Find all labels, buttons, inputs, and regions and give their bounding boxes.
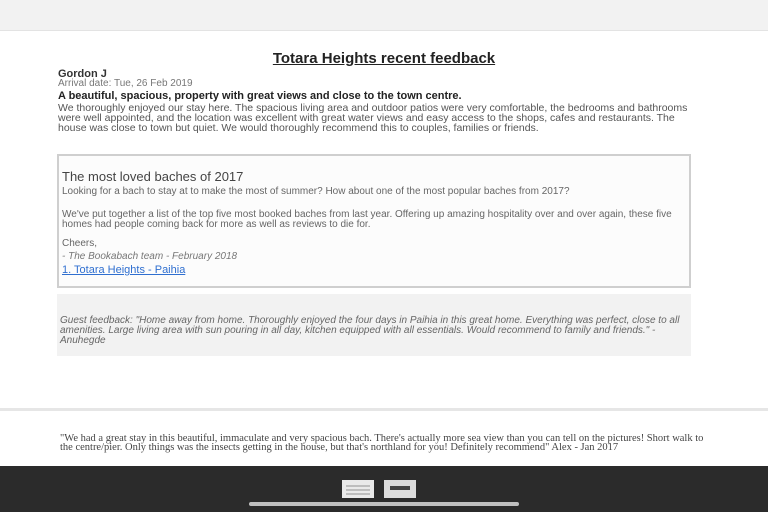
review-body: We thoroughly enjoyed our stay here. The spacious living area and outdoor patios were very comfortable, the bedrooms and bathrooms were well appointed, and the location was excellent with great water views and easy access to the shops, cafes and restaurants. The house was close to town but quiet. We would thoroughly recommend this to couples, families or friends. — [58, 102, 688, 134]
testimonial-quote: "We had a great stay in this beautiful, immaculate and very spacious bach. There's actually more sea view than you can tell on the pictures! Short walk to the centre/pier. Only things was the insects getting in the house, but that's northland for you! Definitely recommend" Alex - Jan 2017 — [60, 433, 704, 453]
home-indicator[interactable] — [249, 502, 519, 506]
page-thumbnail-2[interactable] — [384, 480, 416, 498]
most-loved-signature: - The Bookabach team - February 2018 — [62, 251, 238, 262]
top-bar — [0, 0, 768, 31]
most-loved-intro: Looking for a bach to stay at to make the most of summer? How about one of the most popular baches from 2017? — [62, 186, 570, 197]
page-thumbnail-1[interactable] — [342, 480, 374, 498]
most-loved-box — [57, 154, 691, 288]
page-title[interactable]: Totara Heights recent feedback — [272, 50, 496, 67]
most-loved-title: The most loved baches of 2017 — [62, 169, 244, 184]
review-headline: A beautiful, spacious, property with great views and close to the town centre. — [58, 90, 462, 102]
guest-feedback-text: Guest feedback: "Home away from home. Thoroughly enjoyed the four days in Paihia in this great home. Everything was perfect, close to all amenities. Large living area with sun pouring in all day, kitchen equipped with all essentials. Would recommend to family and friends." - Anuhegde — [60, 315, 680, 346]
most-loved-description: We've put together a list of the top five most booked baches from last year. Offering up amazing hospitality over and over again, these five homes had people coming back for more as well as reviews to die for. — [62, 209, 672, 230]
most-loved-cheers: Cheers, — [62, 238, 98, 249]
totara-heights-link[interactable]: 1. Totara Heights - Paihia — [62, 264, 186, 276]
thumbnail-lines-icon — [346, 485, 370, 487]
arrival-date: Arrival date: Tue, 26 Feb 2019 — [58, 78, 193, 89]
thumbnail-block-icon — [390, 486, 410, 490]
guest-feedback-box — [57, 294, 691, 356]
reviewer-name: Gordon J — [58, 68, 107, 80]
feedback-card — [0, 32, 768, 411]
